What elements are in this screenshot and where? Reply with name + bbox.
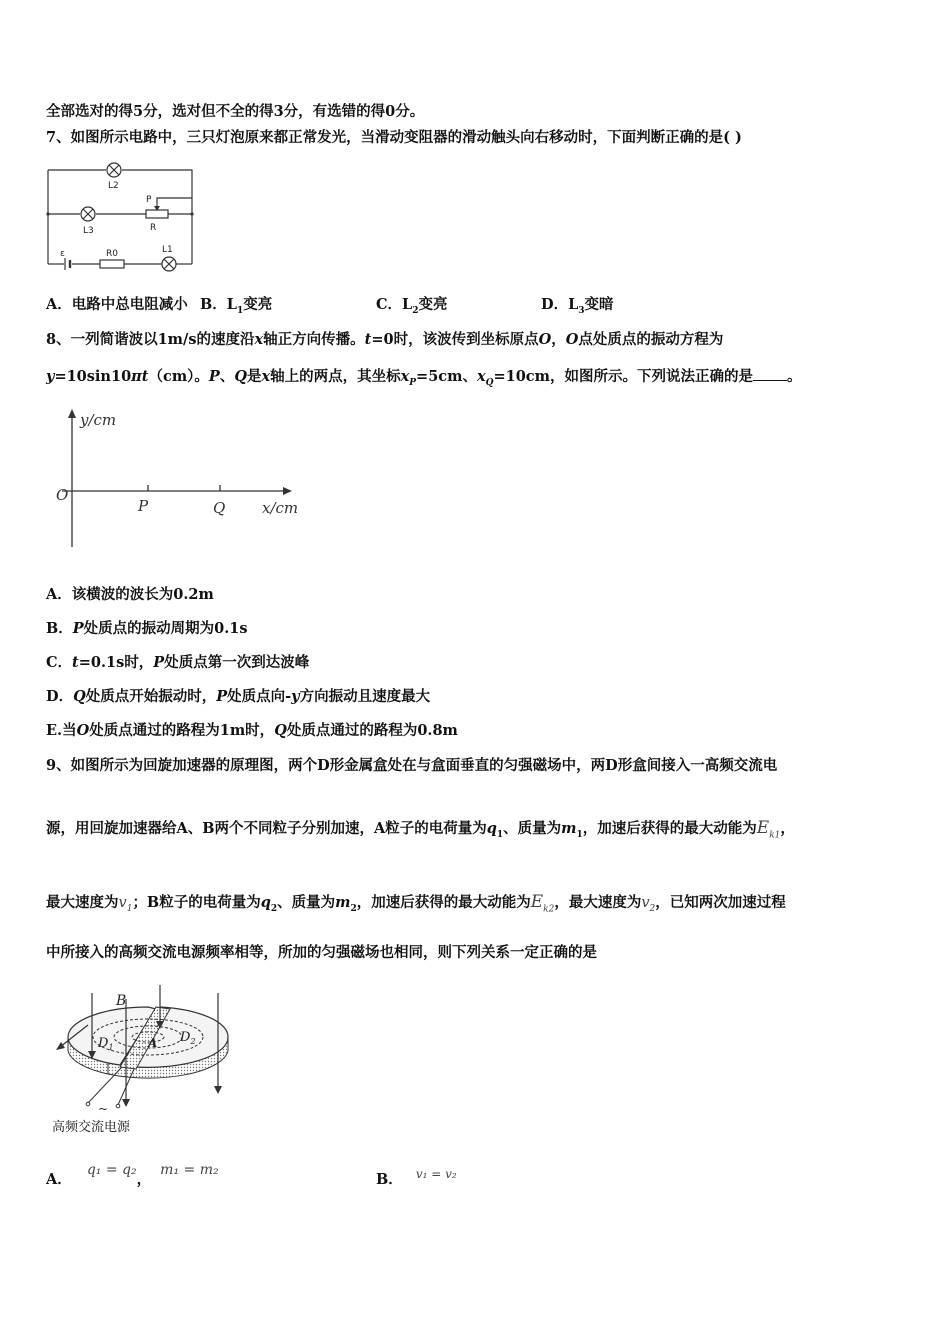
label-r: R: [150, 223, 157, 233]
resistor-r0-icon: [100, 260, 124, 268]
q9-option-a[interactable]: A． q₁ = q₂， m₁ = m₂: [46, 1162, 219, 1188]
label-p: P: [146, 195, 152, 205]
q8-option-e[interactable]: E.当O处质点通过的路程为1m时，Q处质点通过的路程为0.8m: [46, 722, 458, 739]
label-d2: $D_2$: [180, 1030, 196, 1046]
q8-option-a[interactable]: A．该横波的波长为0.2m: [46, 586, 214, 603]
q8-wave-axes-diagram: [48, 405, 318, 555]
q7-stem: 7、如图所示电路中，三只灯泡原来都正常发光，当滑动变阻器的滑动触头向右移动时，下面判断正确的是( ): [46, 129, 742, 146]
graph-ylabel: y/cm: [80, 411, 117, 429]
lamp-l2-icon: [107, 163, 121, 177]
field-arrow-icon: [122, 1099, 130, 1107]
q9-diagram-caption: 高频交流电源: [52, 1120, 131, 1135]
rheostat-r-icon: [146, 210, 168, 218]
scoring-note: 全部选对的得5分，选对但不全的得3分，有选错的得0分。: [46, 103, 425, 120]
q7-option-a[interactable]: A．电路中总电阻减小: [46, 296, 188, 313]
q7-option-c[interactable]: C．$L_2$变亮: [376, 296, 448, 316]
lamp-l3-icon: [81, 207, 95, 221]
graph-origin: O: [56, 486, 69, 504]
graph-xlabel: x/cm: [262, 499, 299, 517]
q8-option-c[interactable]: C．t=0.1s时，P处质点第一次到达波峰: [46, 654, 310, 671]
lamp-l1-icon: [162, 257, 176, 271]
q9-stem-line4: 中所接入的高频交流电源频率相等，所加的匀强磁场也相同，则下列关系一定正确的是: [46, 944, 597, 961]
q9-cyclotron-diagram: [48, 985, 248, 1115]
q8-option-b[interactable]: B．P处质点的振动周期为0.1s: [46, 620, 248, 637]
y-axis-arrow-icon: [68, 409, 76, 418]
graph-point-q: Q: [213, 499, 226, 517]
q8-stem-line2: y=10sin10πt（cm）。P、Q是x轴上的两点，其坐标$x_P=5cm$、$x_Q=10cm$，如图所示。下列说法正确的是 。: [46, 368, 802, 388]
field-arrow-icon: [214, 1086, 222, 1094]
q9-stem-line2: 源，用回旋加速器给A、B两个不同粒子分别加速，A粒子的电荷量为$q_1$、质量为$m_1$，加速后获得的最大动能为$E_{k1}$，: [46, 818, 795, 841]
q9-stem-line3: 最大速度为$v_1$；B粒子的电荷量为$q_2$、质量为$m_2$，加速后获得的最大动能为$E_{k2}$，最大速度为$v_2$，已知两次加速过程: [46, 892, 786, 915]
label-ac-tilde: ~: [98, 1102, 109, 1116]
q7-option-b[interactable]: B．$L_1$变亮: [200, 296, 273, 316]
label-l2: L2: [108, 181, 119, 191]
answer-blank[interactable]: [753, 366, 787, 381]
q9-option-b[interactable]: B． $^{v_1 = v_2}$: [376, 1167, 457, 1188]
battery-icon: [65, 258, 70, 270]
q8-option-d[interactable]: D．Q处质点开始振动时，P处质点向-y方向振动且速度最大: [46, 688, 431, 705]
label-r0: R0: [106, 249, 118, 259]
label-l3: L3: [83, 226, 94, 236]
q8-stem-line1: 8、一列简谐波以1m/s的速度沿x轴正方向传播。t=0时，该波传到坐标原点O，O点处质点的振动方程为: [46, 331, 724, 348]
graph-point-p: P: [138, 497, 149, 515]
q9-stem-line1: 9、如图所示为回旋加速器的原理图，两个D形金属盒处在与盒面垂直的匀强磁场中，两D形盒间接入一高频交流电: [46, 757, 778, 774]
label-emf: ε: [60, 249, 65, 259]
label-l1: L1: [162, 245, 173, 255]
label-b-field: B: [116, 993, 127, 1009]
q7-circuit-diagram: [40, 158, 210, 276]
q7-option-d[interactable]: D．$L_3$变暗: [541, 296, 614, 316]
label-d1: $D_1$: [98, 1036, 114, 1052]
x-axis-arrow-icon: [283, 487, 292, 495]
label-particle-a: A: [148, 1036, 158, 1050]
beam-exit-arrow-icon: [56, 1042, 65, 1050]
